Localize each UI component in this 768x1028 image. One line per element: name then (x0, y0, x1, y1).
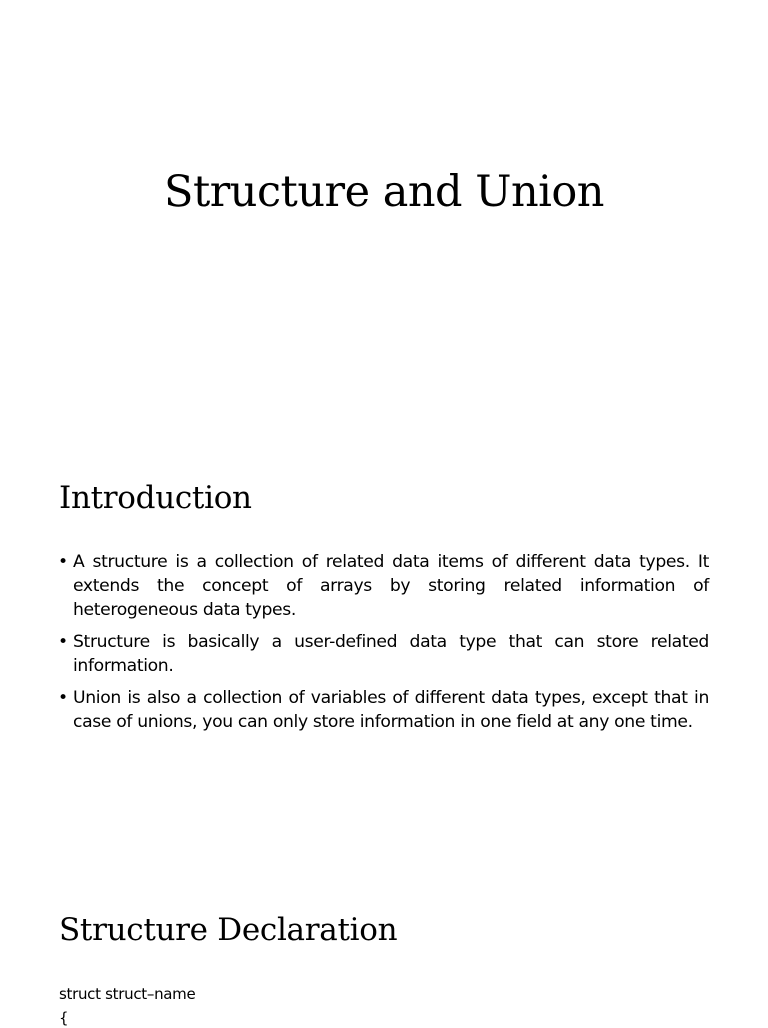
code-line: struct struct–name (59, 985, 196, 1003)
bullet-item (58, 686, 709, 734)
bullet-icon: • (58, 688, 68, 708)
structure-declaration-heading: Structure Declaration (59, 912, 398, 948)
presentation-title: Structure and Union (163, 167, 604, 217)
bullet-item (58, 550, 709, 622)
introduction-heading: Introduction (59, 480, 252, 516)
structure-declaration-slide (0, 900, 768, 1027)
introduction-bullet-list (58, 550, 709, 742)
code-line: { (59, 1009, 69, 1027)
bullet-text: Union is also a collection of variables of different data types, except that in case of unions, you can only store information in one field at any one time. (73, 688, 709, 732)
introduction-slide (0, 430, 768, 900)
bullet-text: A structure is a collection of related data items of different data types. It extends the concept of arrays by storing related information of heterogeneous data types. (73, 552, 709, 620)
title-slide (0, 0, 768, 430)
bullet-icon: • (58, 632, 68, 652)
bullet-icon: • (58, 552, 68, 572)
bullet-text: Structure is basically a user-defined data type that can store related information. (73, 632, 709, 676)
bullet-item (58, 630, 709, 678)
